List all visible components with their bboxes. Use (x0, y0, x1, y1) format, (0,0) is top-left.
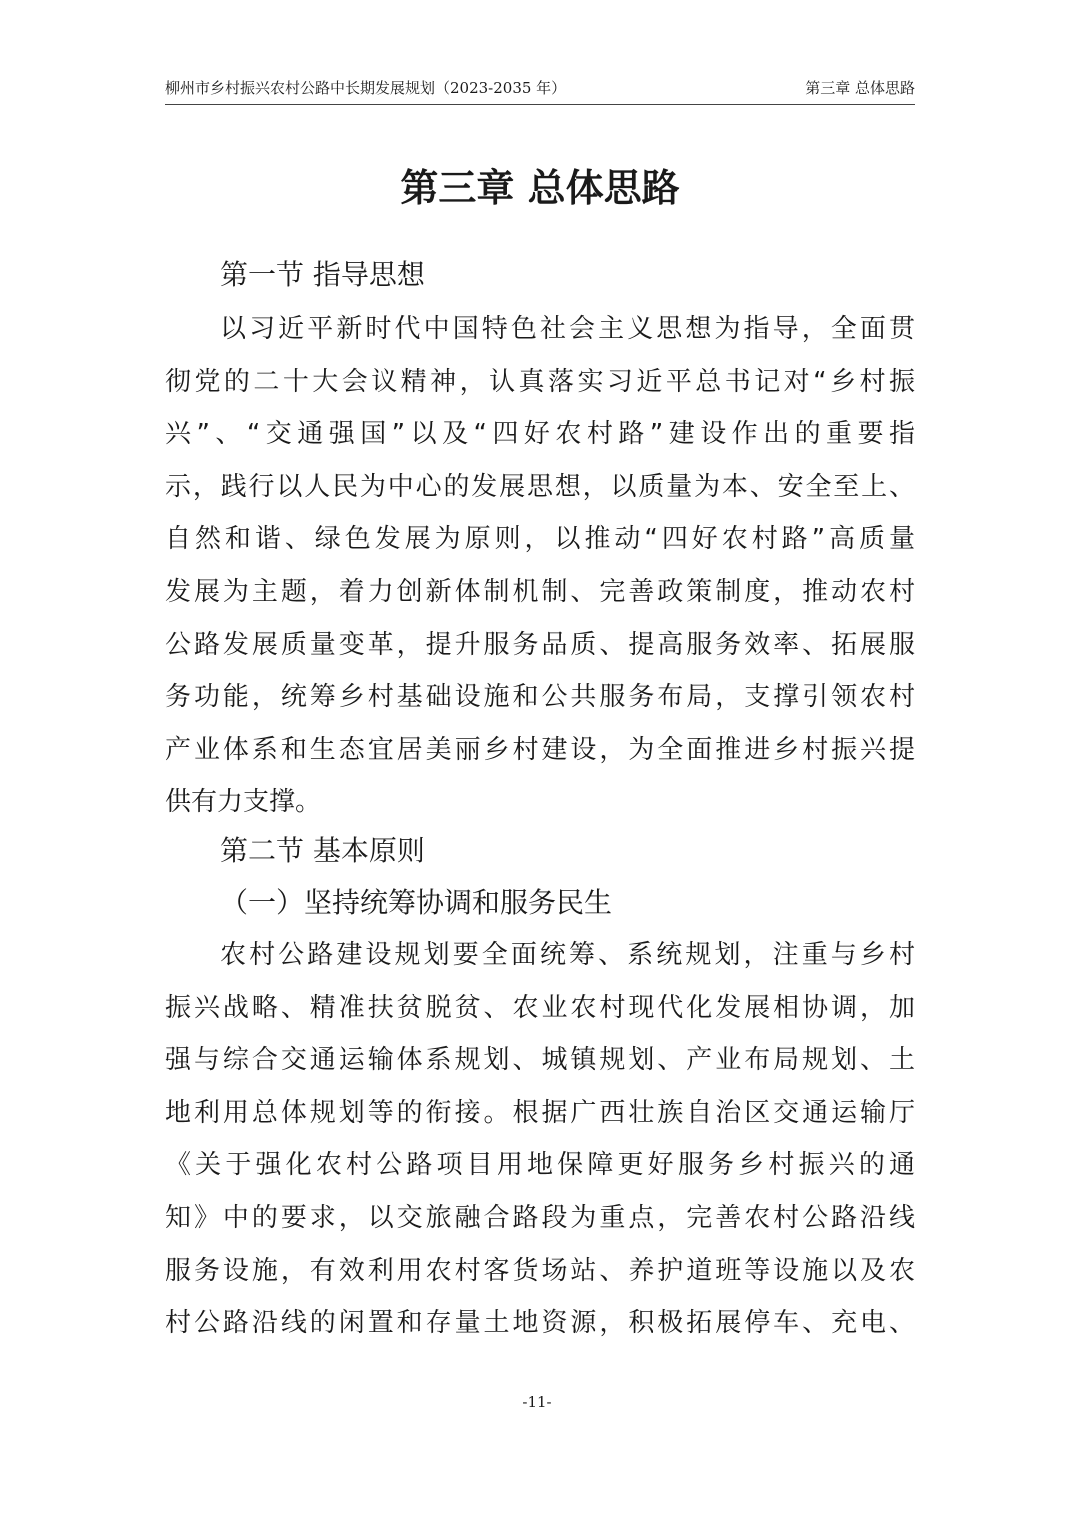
paragraph-line: 供有力支撑。 (165, 787, 322, 818)
header-divider (165, 104, 915, 105)
paragraph-line: 服务设施，有效利用农村客货场站、养护道班等设施以及农 (165, 1255, 915, 1286)
paragraph-line: 以习近平新时代中国特色社会主义思想为指导，全面贯 (220, 314, 915, 344)
paragraph-line: 产业体系和生态宜居美丽乡村建设，为全面推进乡村振兴提 (165, 734, 915, 765)
paragraph-line: 《关于强化农村公路项目用地保障更好服务乡村振兴的通 (165, 1150, 915, 1181)
paragraph-line: 农村公路建设规划要全面统筹、系统规划，注重与乡村 (220, 940, 915, 970)
paragraph-line: 公路发展质量变革，提升服务品质、提高服务效率、拓展服 (165, 629, 915, 660)
paragraph-line: 发展为主题，着力创新体制机制、完善政策制度，推动农村 (165, 576, 915, 607)
section-heading-basic-principles: 第二节 基本原则 (220, 834, 425, 867)
paragraph-line: 彻党的二十大会议精神，认真落实习近平总书记对“乡村振 (165, 366, 915, 397)
section-heading-guiding-ideology: 第一节 指导思想 (220, 258, 425, 291)
paragraph-line: 务功能，统筹乡村基础设施和公共服务布局，支撑引领农村 (165, 682, 915, 713)
subheading-coordination-livelihood: （一）坚持统筹协调和服务民生 (220, 886, 613, 919)
paragraph-line: 强与综合交通运输体系规划、城镇规划、产业布局规划、土 (165, 1045, 915, 1076)
paragraph-line: 地利用总体规划等的衔接。根据广西壮族自治区交通运输厅 (165, 1097, 915, 1128)
paragraph-line: 知》中的要求，以交旅融合路段为重点，完善农村公路沿线 (165, 1202, 915, 1233)
paragraph-line: 兴”、“交通强国”以及“四好农村路”建设作出的重要指 (165, 419, 915, 450)
running-header (165, 76, 915, 100)
paragraph-line: 自然和谐、绿色发展为原则，以推动“四好农村路”高质量 (165, 524, 915, 555)
paragraph-coordination-livelihood (165, 929, 915, 1350)
chapter-title: 第三章 总体思路 (400, 166, 680, 210)
paragraph-line: 示，践行以人民为中心的发展思想，以质量为本、安全至上、 (165, 471, 915, 502)
paragraph-guiding-ideology (165, 303, 915, 829)
header-document-title: 柳州市乡村振兴农村公路中长期发展规划（2023-2035 年） (165, 79, 567, 97)
paragraph-line: 村公路沿线的闲置和存量土地资源，积极拓展停车、充电、 (165, 1308, 915, 1339)
page-number: -11- (522, 1393, 552, 1411)
header-chapter-label: 第三章 总体思路 (805, 79, 915, 97)
paragraph-line: 振兴战略、精准扶贫脱贫、农业农村现代化发展相协调，加 (165, 992, 915, 1023)
